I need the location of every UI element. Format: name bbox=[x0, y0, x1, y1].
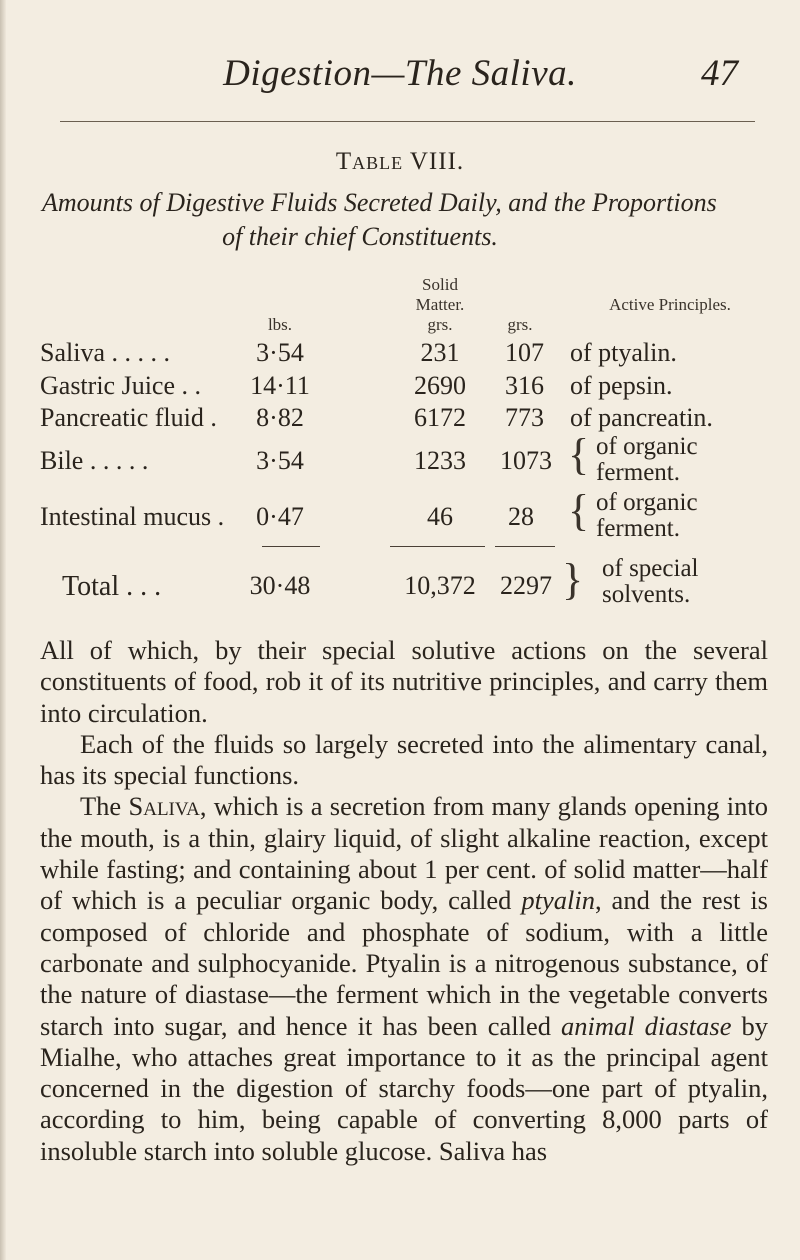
bile-active-line1: of organic bbox=[596, 433, 698, 460]
header-active-grs: grs. bbox=[507, 315, 533, 334]
sum-rule-lbs bbox=[262, 546, 320, 547]
p3-text-d: by Mialhe, who attaches great importance to it as the principal agent concerned in the digestion of starchy foods—one part of ptyalin, according to him, being capable of converting 8,000 parts of insoluble starch into soluble glucose. Saliva has bbox=[40, 1010, 768, 1166]
bile-active-line2: ferment. bbox=[596, 459, 680, 486]
header-lbs: lbs. bbox=[267, 315, 293, 334]
bile-lbs: 3·54 bbox=[256, 446, 304, 475]
header-solid-l1: Solid bbox=[422, 275, 458, 294]
bile-solid: 1233 bbox=[414, 446, 466, 475]
p3-text-c: , and the rest is composed of chloride and phosphate of sodium, with a little carbonate and sulphocyanide. Ptyalin is a nitrogenous substance, of the nature of diastase—the ferment which in the vegetable converts starch into sugar, and hence it has been called bbox=[40, 885, 768, 1041]
saliva-lbs: 3·54 bbox=[256, 338, 304, 367]
p3-ptyalin: ptyalin bbox=[521, 885, 595, 916]
bile-brace: { bbox=[568, 430, 590, 479]
saliva-active-text: of ptyalin. bbox=[570, 338, 677, 367]
intestinal-mucus-active-num: 28 bbox=[508, 502, 534, 531]
gastric-juice-active-text: of pepsin. bbox=[570, 371, 673, 400]
total-active-line2: solvents. bbox=[602, 581, 691, 608]
saliva-solid: 231 bbox=[420, 338, 460, 367]
row-label-saliva: Saliva . . . . . bbox=[40, 338, 170, 367]
saliva-active-num: 107 bbox=[505, 338, 544, 367]
intestinal-mucus-brace: { bbox=[568, 486, 590, 535]
p3-text-b: , which is a secretion from many glands opening into the mouth, is a thin, glairy liquid, of slight alkaline reaction, except while fasting; and containing about 1 per cent. of solid matter—half of which is a peculiar organic body, called bbox=[40, 791, 768, 916]
header-active-principles: Active Principles. bbox=[609, 295, 731, 314]
gastric-juice-solid: 2690 bbox=[414, 371, 466, 400]
table-title: Table VIII. bbox=[335, 148, 465, 175]
pancreatic-fluid-active-num: 773 bbox=[505, 403, 544, 432]
bile-active-num: 1073 bbox=[500, 446, 552, 475]
p3-saliva: Saliva bbox=[128, 791, 200, 822]
running-head bbox=[0, 52, 800, 102]
pancreatic-fluid-lbs: 8·82 bbox=[256, 403, 304, 432]
pancreatic-fluid-active-text: of pancreatin. bbox=[570, 403, 713, 432]
header-rule bbox=[60, 121, 755, 122]
table-caption-line-2: of their chief Constituents. bbox=[222, 222, 498, 251]
running-head-title: Digestion—The Saliva. bbox=[223, 53, 577, 94]
intestinal-mucus-active-line2: ferment. bbox=[596, 515, 680, 542]
total-brace: } bbox=[562, 555, 584, 604]
page-number: 47 bbox=[701, 53, 738, 94]
sum-rule-active bbox=[495, 546, 555, 547]
sum-rule-solid bbox=[390, 546, 485, 547]
total-solid: 10,372 bbox=[404, 571, 476, 600]
total-active-line1: of special bbox=[602, 555, 699, 582]
p3-animal-diastase: animal diastase bbox=[560, 1010, 732, 1041]
intestinal-mucus-lbs: 0·47 bbox=[256, 502, 304, 531]
row-label-intestinal-mucus: Intestinal mucus . bbox=[40, 502, 225, 531]
p3-text-a: The bbox=[80, 791, 129, 822]
gastric-juice-active-num: 316 bbox=[505, 371, 544, 400]
intestinal-mucus-solid: 46 bbox=[427, 502, 453, 531]
paragraph-2: Each of the fluids so largely secreted into the alimentary canal, has its special functions. bbox=[40, 728, 768, 791]
paragraph-1: All of which, by their special solutive actions on the several constituents of food, rob it of its nutritive principles, and carry them into circulation. bbox=[40, 635, 768, 728]
header-solid-grs: grs. bbox=[427, 315, 453, 334]
body-text bbox=[40, 635, 768, 1167]
row-label-gastric-juice: Gastric Juice . . bbox=[40, 371, 202, 400]
total-lbs: 30·48 bbox=[249, 571, 311, 600]
gastric-juice-lbs: 14·11 bbox=[250, 371, 310, 400]
total-active-num: 2297 bbox=[500, 571, 552, 600]
row-label-bile: Bile . . . . . bbox=[40, 446, 149, 475]
intestinal-mucus-active-line1: of organic bbox=[596, 489, 698, 516]
row-label-total: Total . . . bbox=[62, 571, 162, 602]
paragraph-3 bbox=[40, 791, 768, 1167]
header-solid-l2: Matter. bbox=[415, 295, 465, 314]
page-binding-shadow bbox=[0, 0, 6, 1260]
row-label-pancreatic-fluid: Pancreatic fluid . bbox=[40, 403, 217, 432]
pancreatic-fluid-solid: 6172 bbox=[414, 403, 466, 432]
table-caption-line-1: Amounts of Digestive Fluids Secreted Daily, and the Proportions bbox=[42, 188, 717, 217]
